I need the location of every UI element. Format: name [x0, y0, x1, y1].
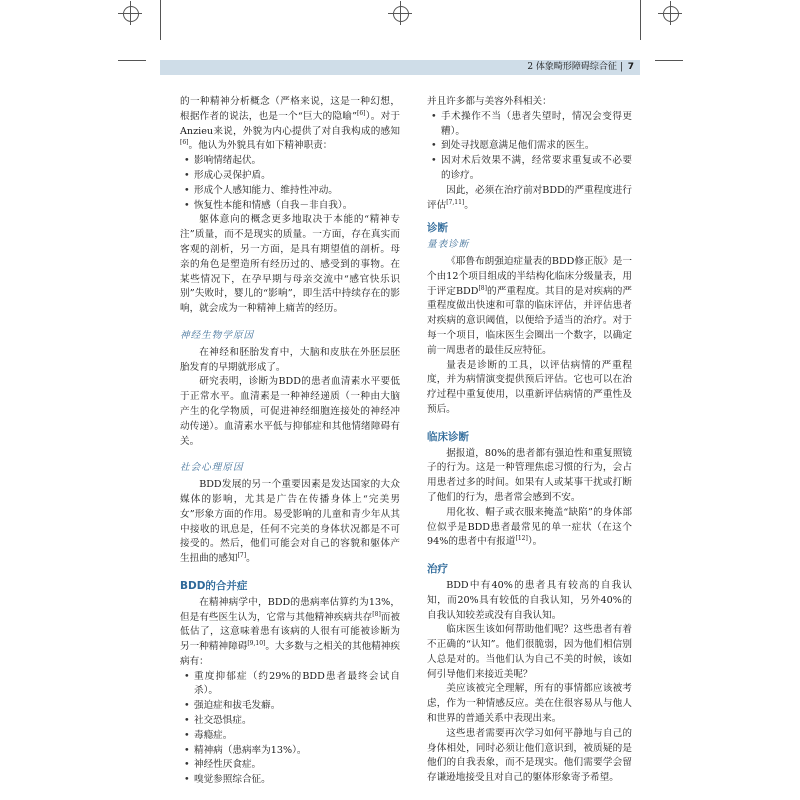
subheading: 量表诊断	[427, 239, 470, 251]
section-heading: 临床诊断	[427, 430, 469, 443]
citation: [6]	[357, 109, 366, 117]
list-item: • 重度抑郁症（约29%的BDD患者最终会试自杀）。	[194, 670, 400, 700]
chapter-title: 2 体象畸形障碍综合征	[527, 62, 617, 72]
list-item: • 强迫症和拔毛发癖。	[194, 699, 400, 714]
crop-mark	[118, 60, 146, 61]
section-heading: BDD的合并症	[180, 579, 248, 592]
header-separator: |	[619, 62, 623, 72]
paragraph: 这些患者需要再次学习如何平静地与自己的身体相处，同时必须让他们意识到，被质疑的是他们的自我表象，而不是现实。他们需要学会留存谦逊地接受且对自己的躯体形象寄予希望。	[427, 727, 632, 784]
paragraph: 在神经和胚胎发育中，大脑和皮肤在外胚层胚胎发育的早期就形成了。	[180, 346, 400, 373]
bullet-list	[180, 670, 400, 788]
list-item: • 形成心灵保护盾。	[194, 169, 400, 184]
list-item: • 到处寻找愿意满足他们需求的医生。	[441, 139, 632, 154]
crop-mark	[640, 0, 641, 40]
subheading: 社会心理原因	[180, 462, 244, 474]
list-item: • 因对术后效果不满，经常要求重复或不必要的诊疗。	[441, 154, 632, 184]
list-item: • 恢复性本能和情感（自我－非自我）。	[194, 199, 400, 214]
citation: [7,11]	[446, 198, 465, 206]
right-column	[427, 95, 632, 786]
paragraph: 的一种精神分析概念（严格来说，这是一种幻想，根据作者的说法，也是一个“巨大的隐喻”[6]）。对于Anzieu来说，外貌为内心提供了对自我构成的感知[6]。他认为外貌具有如下精神职责：	[180, 96, 401, 152]
list-item: • 影响情绪起伏。	[194, 154, 400, 169]
page-number: 7	[627, 62, 634, 72]
registration-mark-icon	[393, 6, 409, 22]
subheading: 神经生物学原因	[180, 329, 255, 341]
list-item: • 神经性厌食症。	[194, 758, 400, 773]
paragraph: 《耶鲁布朗强迫症量表的BDD修正版》是一个由12个项目组成的半结构化临床分级量表，用于评定BDD[8]的严重程度。其目的是对疾病的严重程度做出快速和可靠的临床评估，并评估患者对疾病的意识阈值，以便给予适当的治疗。对于每一个项目，临床医生会圈出一个数字，以确定前一周患者的最佳反应特征。	[427, 255, 633, 356]
citation: [7]	[237, 551, 247, 559]
paragraph: BDD发展的另一个重要因素是发达国家的大众媒体的影响，尤其是广告在传播身体上“完美男女”形象方面的作用。易受影响的儿童和青少年从其中接收的讯息是，任何不完美的身体状况都是不可接受的。然后，他们可能会对自己的容貌和躯体产生扭曲的感知[7]。	[180, 479, 400, 565]
paragraph: 美应该被完全理解，所有的事情都应该被考虑，作为一种情感反应。美在住很容易从与他人和世界的普通关系中表现出来。	[427, 683, 632, 725]
crop-mark	[160, 0, 161, 40]
left-column	[180, 95, 400, 788]
paragraph: 研究表明，诊断为BDD的患者血清素水平要低于正常水平。血清素是一种神经递质（一种由大脑产生的化学物质，可促进神经细胞连接处的神经冲动传递）。血清素水平低与抑郁症和其他情绪障碍有关。	[180, 376, 400, 447]
list-item: • 社交恐惧症。	[194, 714, 400, 729]
section-heading: 诊断	[427, 222, 448, 235]
registration-mark-icon	[663, 6, 679, 22]
registration-mark-icon	[123, 6, 139, 22]
running-header	[527, 62, 634, 73]
paragraph: BDD中有40%的患者具有较高的自我认知，而20%具有较低的自我认知，另外40%的自我认知较差或没有自我认知。	[427, 579, 632, 621]
bullet-list	[180, 154, 400, 213]
paragraph: 因此，必须在治疗前对BDD的严重程度进行评估[7,11]。	[427, 184, 632, 211]
citation: [8]	[372, 610, 381, 618]
citation: [9,10]	[247, 639, 266, 647]
paragraph: 在精神病学中，BDD的患病率估算约为13%，但是有些医生认为，它常与其他精神疾病共存[8]而被低估了，这意味着患有该病的人很有可能被诊断为另一种精神障碍[9,10]。大多数与之相关的其他精神疾病有：	[180, 596, 401, 667]
list-item: • 精神病（患病率为13%）。	[194, 744, 400, 759]
list-item: • 手术操作不当（患者失望时，情况会变得更糟）。	[441, 110, 632, 140]
bullet-list	[427, 110, 632, 184]
crop-mark	[655, 60, 683, 61]
citation: [8]	[478, 284, 487, 292]
section-heading: 治疗	[427, 563, 448, 576]
citation: [12]	[515, 535, 528, 543]
paragraph: 临床医生该如何帮助他们呢？这些患者有着不正确的“认知”。他们很脆弱，因为他们相信别人总是对的。当他们认为自己不美的时候，该如何引导他们来接近美呢？	[427, 624, 632, 680]
paragraph: 并且许多都与美容外科相关：	[427, 96, 552, 107]
paragraph: 据报道，80%的患者都有强迫性和重复照镜子的行为。这是一种管理焦虑习惯的行为，会占用患者过多的时间。如果有人或某事干扰或打断了他们的行为，患者常会感到不安。	[427, 447, 632, 503]
paragraph: 躯体意向的概念更多地取决于本能的“精神专注”质量，而不是现实的质量。一方面，存在真实而客观的剖析，另一方面，是具有期望值的剖析。母亲的角色是塑造所有经历过的、感受到的事物。在某些情况下，在孕早期与母亲交流中“感官快乐识别”失败时，婴儿的“影响”，即生活中持续存在的影响，就会成为一种精神上痛苦的经历。	[180, 214, 400, 315]
list-item: • 毒瘾症。	[194, 729, 400, 744]
paragraph: 用化妆、帽子或衣服来掩盖“缺陷”的身体部位似乎是BDD患者最常见的单一症状（在这个94%的患者中有报道[12]）。	[427, 506, 632, 548]
citation: [6]	[180, 139, 189, 147]
list-item: • 嗅觉参照综合征。	[194, 773, 400, 788]
paragraph: 量表是诊断的工具，以评估病情的严重程度，并为病情演变提供预后评估。它也可以在治疗过程中重复使用，以重新评估病情的严重性及预后。	[427, 359, 632, 415]
list-item: • 形成个人感知能力、维持性冲动。	[194, 184, 400, 199]
